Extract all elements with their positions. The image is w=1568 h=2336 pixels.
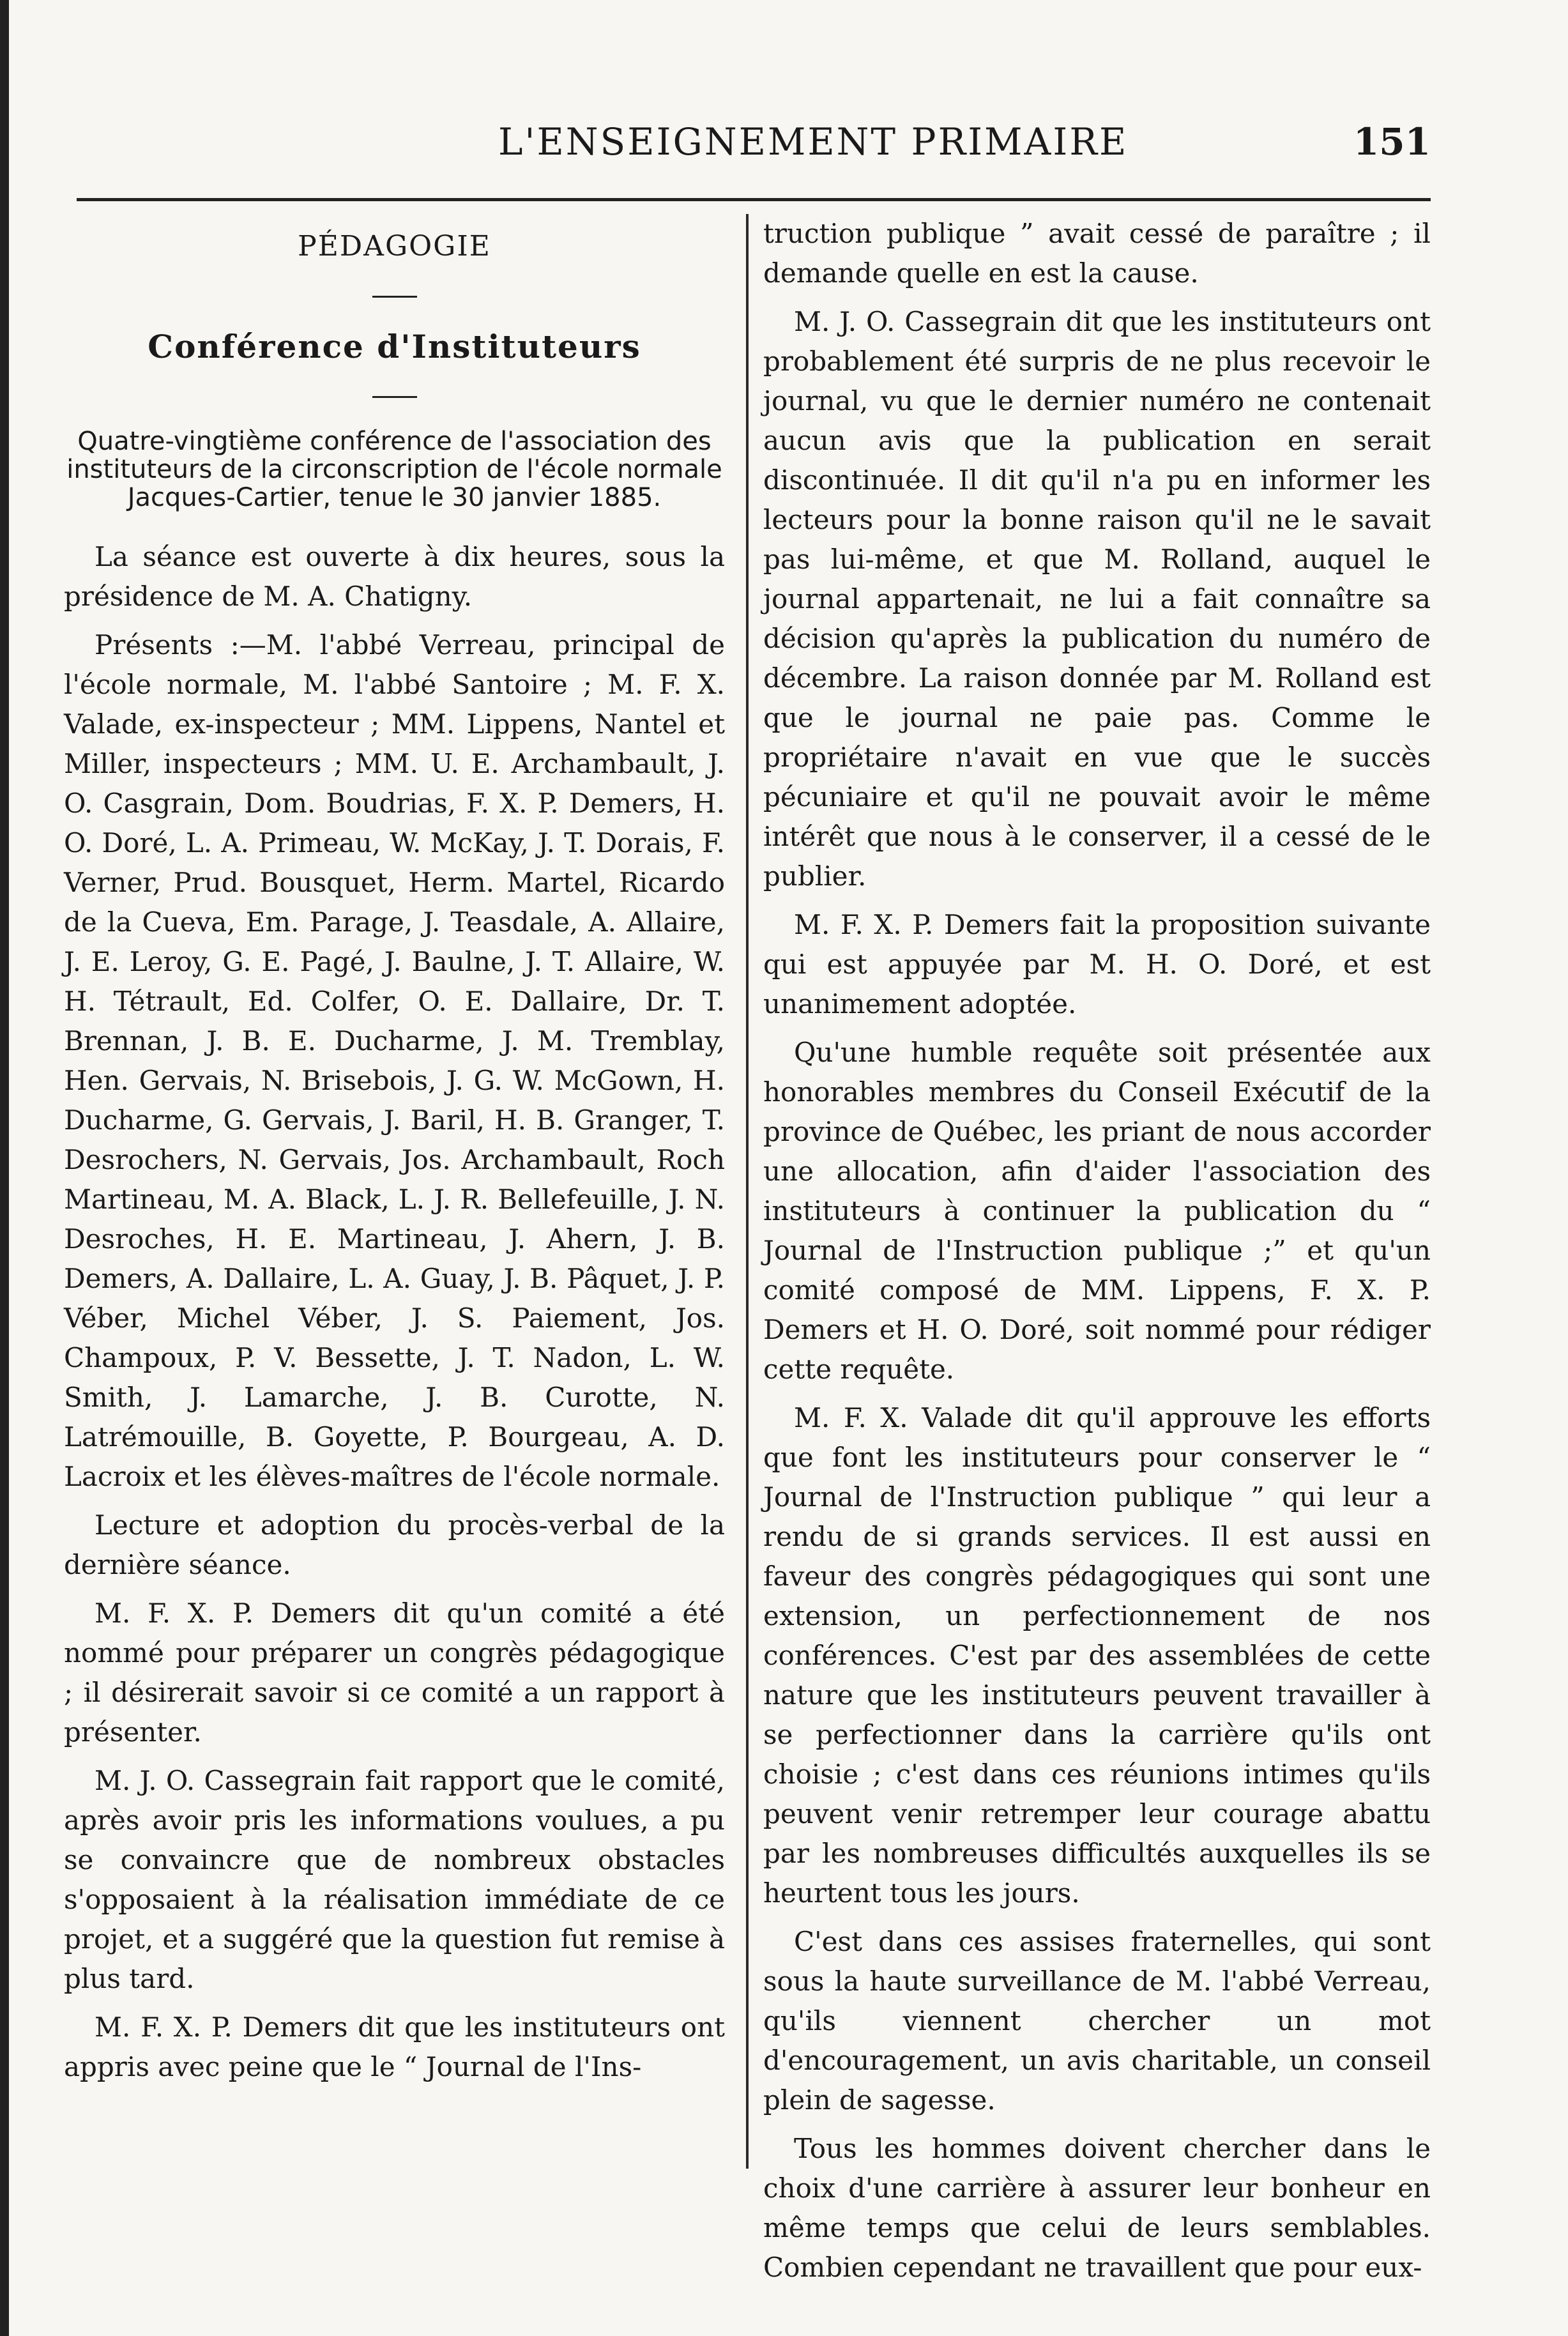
- paragraph: M. F. X. Valade dit qu'il approuve les efforts que font les instituteurs pour conserver le “ Journal de l'Instruction publique ” qui leur a rendu de si grands services. Il est aussi en faveur des congrès pédagogiques qui sont une extension, un perfectionnement de nos conférences. C'est par des assemblées de cette nature que les instituteurs peuvent travailler à se perfectionner dans la carrière qu'ils ont choisie ; c'est dans ces réunions intimes qu'ils peuvent venir retremper leur courage abattu par les nombreuses difficultés auxquelles ils se heurtent tous les jours.: [763, 1402, 1431, 1909]
- paragraph: C'est dans ces assises fraternelles, qui sont sous la haute surveillance de M. l'abbé Verreau, qu'ils viennent chercher un mot d'encouragement, un avis charitable, un conseil plein de sagesse.: [763, 1926, 1431, 2116]
- continued-paragraph: truction publique ” avait cessé de paraître ; il demande quelle en est la cause.: [763, 218, 1431, 289]
- paragraph: La séance est ouverte à dix heures, sous la présidence de M. A. Chatigny.: [64, 541, 725, 612]
- paragraph: M. F. X. P. Demers fait la proposition suivante qui est appuyée par M. H. O. Doré, et est unanimement adoptée.: [763, 909, 1431, 1019]
- paragraph: M. J. O. Cassegrain fait rapport que le comité, après avoir pris les informations voulues, a pu se convaincre que de nombreux obstacles s'opposaient à la réalisation immédiate de ce projet, et a suggéré que la question fut remise à plus tard.: [64, 1765, 725, 1994]
- page-header: [64, 120, 1431, 171]
- section-title: PÉDAGOGIE: [298, 230, 491, 263]
- column-divider: [746, 214, 749, 2169]
- running-title: L'ENSEIGNEMENT PRIMAIRE: [498, 120, 1129, 164]
- header-rule: [77, 198, 1431, 201]
- left-column: [64, 214, 725, 2181]
- paragraph: Qu'une humble requête soit présentée aux honorables membres du Conseil Exécutif de la province de Québec, les priant de nous accorder une allocation, afin d'aider l'association des instituteurs à continuer la publication du “ Journal de l'Instruction publique ;” et qu'un comité composé de MM. Lippens, F. X. P. Demers et H. O. Doré, soit nommé pour rédiger cette requête.: [763, 1037, 1431, 1385]
- subtitle-dash: [372, 396, 417, 398]
- paragraph: M. F. X. P. Demers dit que les instituteurs ont appris avec peine que le “ Journal de l'Ins-: [64, 2012, 725, 2082]
- paragraph: M. J. O. Cassegrain dit que les instituteurs ont probablement été surpris de ne plus recevoir le journal, vu que le dernier numéro ne contenait aucun avis que la publication en serait discontinuée. Il dit qu'il n'a pu en informer les lecteurs pour la bonne raison qu'il ne le savait pas lui-même, et que M. Rolland, auquel le journal appartenait, ne lui a fait connaître sa décision qu'après la publication du numéro de décembre. La raison donnée par M. Rolland est que le journal ne paie pas. Comme le propriétaire n'avait en vue que le succès pécuniaire et qu'il ne pouvait avoir le même intérêt que nous à le conserver, il a cessé de le publier.: [763, 306, 1431, 892]
- title-dash: [372, 296, 417, 298]
- book-spine-edge: [0, 0, 9, 2336]
- paragraph: Tous les hommes doivent chercher dans le choix d'une carrière à assurer leur bonheur en même temps que celui de leurs semblables. Combien cependant ne travaillent que pour eux-: [763, 2133, 1431, 2283]
- paragraph: Lecture et adoption du procès-verbal de la dernière séance.: [64, 1509, 725, 1580]
- article-title: Conférence d'Instituteurs: [148, 328, 641, 365]
- page-number: 151: [1353, 120, 1431, 164]
- right-column: [763, 214, 1431, 2283]
- paragraph: M. F. X. P. Demers dit qu'un comité a été nommé pour préparer un congrès pédagogique ; il désirerait savoir si ce comité a un rapport à présenter.: [64, 1598, 725, 1748]
- article-subtitle: Quatre-vingtième conférence de l'association des instituteurs de la circonscription de l'école normale Jacques-Cartier, tenue le 30 janvier 1885.: [66, 427, 722, 512]
- paragraph: Présents :—M. l'abbé Verreau, principal de l'école normale, M. l'abbé Santoire ; M. F. X. Valade, ex-inspecteur ; MM. Lippens, Nantel et Miller, inspecteurs ; MM. U. E. Archambault, J. O. Casgrain, Dom. Boudrias, F. X. P. Demers, H. O. Doré, L. A. Primeau, W. McKay, J. T. Dorais, F. Verner, Prud. Bousquet, Herm. Martel, Ricardo de la Cueva, Em. Parage, J. Teasdale, A. Allaire, J. E. Leroy, G. E. Pagé, J. Baulne, J. T. Allaire, W. H. Tétrault, Ed. Colfer, O. E. Dallaire, Dr. T. Brennan, J. B. E. Ducharme, J. M. Tremblay, Hen. Gervais, N. Brisebois, J. G. W. McGown, H. Ducharme, G. Gervais, J. Baril, H. B. Granger, T. Desrochers, N. Gervais, Jos. Archambault, Roch Martineau, M. A. Black, L. J. R. Bellefeuille, J. N. Desroches, H. E. Martineau, J. Ahern, J. B. Demers, A. Dallaire, L. A. Guay, J. B. Pâquet, J. P. Véber, Michel Véber, J. S. Paiement, Jos. Champoux, P. V. Bessette, J. T. Nadon, L. W. Smith, J. Lamarche, J. B. Curotte, N. Latrémouille, B. Goyette, P. Bourgeau, A. D. Lacroix et les élèves-maîtres de l'école normale.: [64, 629, 725, 1492]
